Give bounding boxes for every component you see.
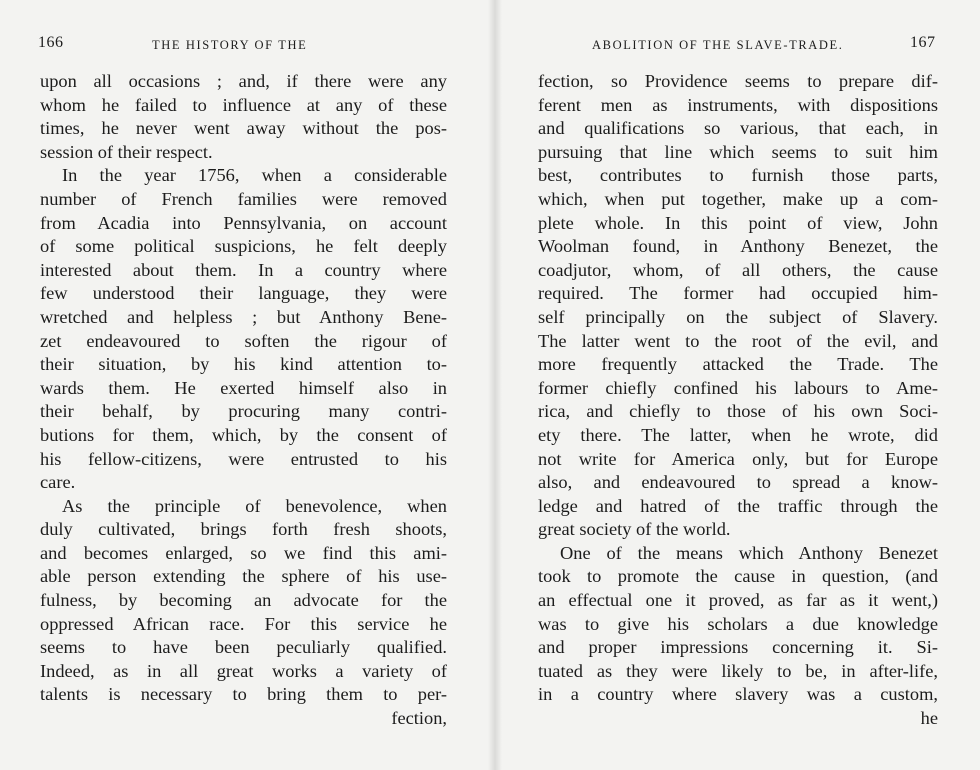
text-line: talents is necessary to bring them to per- (40, 684, 447, 705)
text-line: pursuing that line which seems to suit him (538, 141, 938, 162)
text-line: few understood their language, they were (40, 283, 447, 304)
text-line: As the principle of benevolence, when (62, 495, 447, 516)
page-number: 166 (38, 34, 64, 51)
text-line: an effectual one it proved, as far as it went,) (538, 590, 938, 611)
text-line: former chiefly confined his labours to Ame- (538, 377, 938, 398)
running-head: THE HISTORY OF THE (152, 38, 308, 52)
running-head: ABOLITION OF THE SLAVE-TRADE. (592, 38, 844, 52)
text-line: In the year 1756, when a considerable (62, 165, 447, 186)
text-line: coadjutor, whom, of all others, the cause (538, 259, 938, 280)
body-text (538, 70, 938, 731)
text-line: Woolman found, in Anthony Benezet, the (538, 236, 938, 257)
text-line: ledge and hatred of the traffic through the (538, 495, 938, 516)
text-line: oppressed African race. For this service he (40, 613, 447, 634)
text-line: whom he failed to influence at any of these (40, 94, 447, 115)
text-line: of some political suspicions, he felt deeply (40, 236, 447, 257)
text-line: required. The former had occupied him- (538, 283, 938, 304)
text-line: times, he never went away without the pos- (40, 118, 447, 139)
text-line: was to give his scholars a due knowledge (538, 613, 938, 634)
text-line: seems to have been peculiarly qualified. (40, 637, 447, 658)
text-line: butions for them, which, by the consent of (40, 424, 447, 445)
text-line: from Acadia into Pennsylvania, on account (40, 212, 447, 233)
text-line: also, and endeavoured to spread a know- (538, 472, 938, 493)
text-line: duly cultivated, brings forth fresh shoots, (40, 519, 447, 540)
text-line: and qualifications so various, that each, in (538, 118, 938, 139)
text-line: and proper impressions concerning it. Si- (538, 637, 938, 658)
text-line: fection, (391, 708, 447, 729)
text-line: session of their respect. (40, 141, 213, 162)
text-line: upon all occasions ; and, if there were any (40, 71, 447, 91)
text-line: their situation, by his kind attention to- (40, 354, 447, 375)
body-text (40, 70, 447, 731)
text-line: rica, and chiefly to those of his own Soci- (538, 401, 938, 422)
text-line: self principally on the subject of Slavery. (538, 306, 938, 327)
text-line: wretched and helpless ; but Anthony Bene- (40, 306, 447, 327)
text-line: took to promote the cause in question, (and (538, 566, 938, 587)
text-line: and becomes enlarged, so we find this ami- (40, 542, 447, 563)
text-line: best, contributes to furnish those parts, (538, 165, 938, 186)
text-line: not write for America only, but for Europe (538, 448, 938, 469)
text-line: care. (40, 472, 76, 493)
text-line: Indeed, as in all great works a variety of (40, 660, 447, 681)
text-line: fulness, by becoming an advocate for the (40, 590, 447, 611)
page-number: 167 (910, 34, 936, 51)
text-line: One of the means which Anthony Benezet (560, 542, 938, 563)
text-line: fection, so Providence seems to prepare dif- (538, 71, 938, 91)
text-line: great society of the world. (538, 519, 731, 540)
text-line: their behalf, by procuring many contri- (40, 401, 447, 422)
text-line: The latter went to the root of the evil, and (538, 330, 938, 351)
text-line: which, when put together, make up a com- (538, 188, 938, 209)
text-line: number of French families were removed (40, 188, 447, 209)
text-line: in a country where slavery was a custom, (538, 684, 938, 705)
text-line: ety there. The latter, when he wrote, did (538, 424, 938, 445)
text-line: tuated as they were likely to be, in after-life, (538, 660, 938, 681)
text-line: more frequently attacked the Trade. The (538, 354, 938, 375)
text-line: zet endeavoured to soften the rigour of (40, 330, 447, 351)
text-line: ferent men as instruments, with dispositions (538, 94, 938, 115)
text-line: able person extending the sphere of his use- (40, 566, 447, 587)
right-page (490, 0, 980, 770)
text-line: wards them. He exerted himself also in (40, 377, 447, 398)
text-line: interested about them. In a country where (40, 259, 447, 280)
text-line: his fellow-citizens, were entrusted to his (40, 448, 447, 469)
text-line: plete whole. In this point of view, John (538, 212, 938, 233)
text-line: he (920, 708, 938, 729)
